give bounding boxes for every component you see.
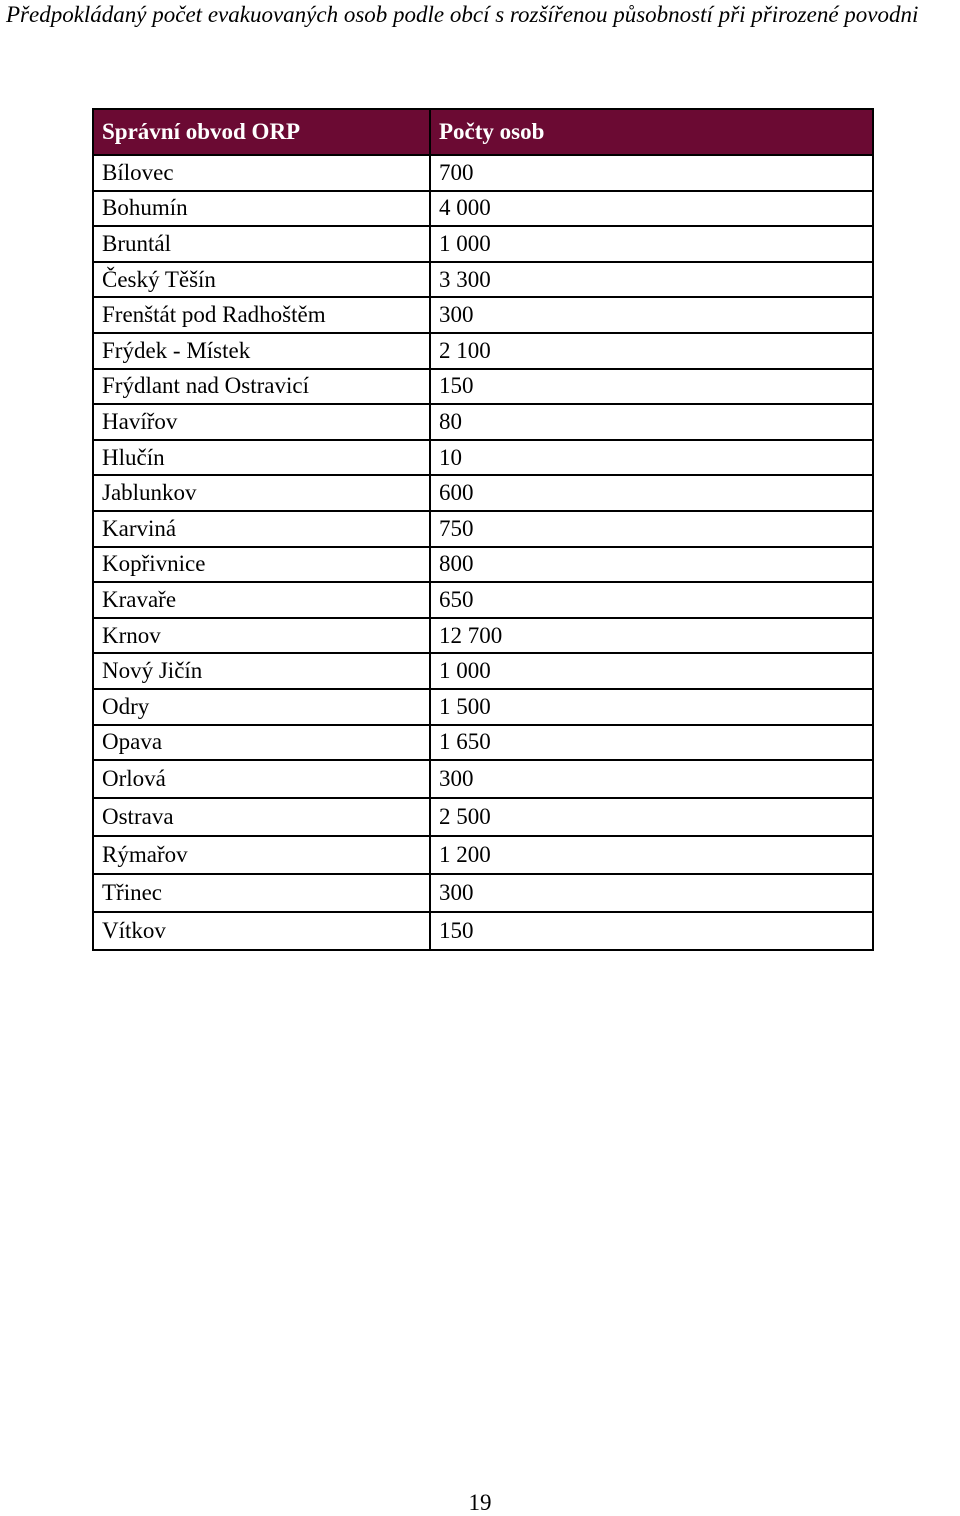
district-cell: Frýdek - Místek — [93, 333, 430, 369]
count-cell: 700 — [430, 155, 873, 191]
district-cell: Kopřivnice — [93, 547, 430, 583]
district-cell: Karviná — [93, 511, 430, 547]
district-cell: Frýdlant nad Ostravicí — [93, 369, 430, 405]
table-row — [93, 874, 873, 912]
count-cell: 1 650 — [430, 725, 873, 761]
count-cell: 150 — [430, 369, 873, 405]
table-header-row — [93, 109, 873, 155]
table-row — [93, 725, 873, 761]
count-cell: 80 — [430, 404, 873, 440]
count-cell: 300 — [430, 874, 873, 912]
table-row — [93, 912, 873, 950]
table-row — [93, 475, 873, 511]
table-row — [93, 618, 873, 654]
count-cell: 300 — [430, 760, 873, 798]
table-row — [93, 798, 873, 836]
table-row — [93, 369, 873, 405]
count-cell: 3 300 — [430, 262, 873, 298]
table-row — [93, 226, 873, 262]
count-cell: 2 100 — [430, 333, 873, 369]
district-cell: Orlová — [93, 760, 430, 798]
table-row — [93, 760, 873, 798]
evacuation-table — [92, 108, 874, 951]
district-cell: Odry — [93, 689, 430, 725]
district-cell: Bohumín — [93, 191, 430, 227]
count-cell: 4 000 — [430, 191, 873, 227]
header-district: Správní obvod ORP — [93, 109, 430, 155]
count-cell: 1 200 — [430, 836, 873, 874]
count-cell: 1 000 — [430, 226, 873, 262]
table-body — [93, 155, 873, 950]
evacuation-table-container — [92, 108, 872, 951]
table-row — [93, 297, 873, 333]
table-row — [93, 511, 873, 547]
district-cell: Opava — [93, 725, 430, 761]
count-cell: 1 500 — [430, 689, 873, 725]
count-cell: 1 000 — [430, 653, 873, 689]
table-row — [93, 155, 873, 191]
district-cell: Hlučín — [93, 440, 430, 476]
table-row — [93, 582, 873, 618]
count-cell: 12 700 — [430, 618, 873, 654]
district-cell: Nový Jičín — [93, 653, 430, 689]
table-row — [93, 547, 873, 583]
district-cell: Krnov — [93, 618, 430, 654]
table-row — [93, 262, 873, 298]
count-cell: 800 — [430, 547, 873, 583]
table-row — [93, 191, 873, 227]
district-cell: Frenštát pod Radhoštěm — [93, 297, 430, 333]
district-cell: Rýmařov — [93, 836, 430, 874]
district-cell: Jablunkov — [93, 475, 430, 511]
table-row — [93, 333, 873, 369]
table-row — [93, 440, 873, 476]
district-cell: Vítkov — [93, 912, 430, 950]
count-cell: 10 — [430, 440, 873, 476]
district-cell: Kravaře — [93, 582, 430, 618]
table-row — [93, 404, 873, 440]
count-cell: 650 — [430, 582, 873, 618]
district-cell: Bílovec — [93, 155, 430, 191]
page-number: 19 — [468, 1490, 492, 1515]
header-people-count: Počty osob — [430, 109, 873, 155]
district-cell: Ostrava — [93, 798, 430, 836]
district-cell: Český Těšín — [93, 262, 430, 298]
table-caption: Předpokládaný počet evakuovaných osob podle obcí s rozšířenou působností při přirozené povodni — [6, 2, 919, 27]
count-cell: 750 — [430, 511, 873, 547]
table-row — [93, 689, 873, 725]
district-cell: Bruntál — [93, 226, 430, 262]
district-cell: Třinec — [93, 874, 430, 912]
count-cell: 300 — [430, 297, 873, 333]
table-row — [93, 653, 873, 689]
district-cell: Havířov — [93, 404, 430, 440]
count-cell: 150 — [430, 912, 873, 950]
count-cell: 2 500 — [430, 798, 873, 836]
count-cell: 600 — [430, 475, 873, 511]
table-row — [93, 836, 873, 874]
